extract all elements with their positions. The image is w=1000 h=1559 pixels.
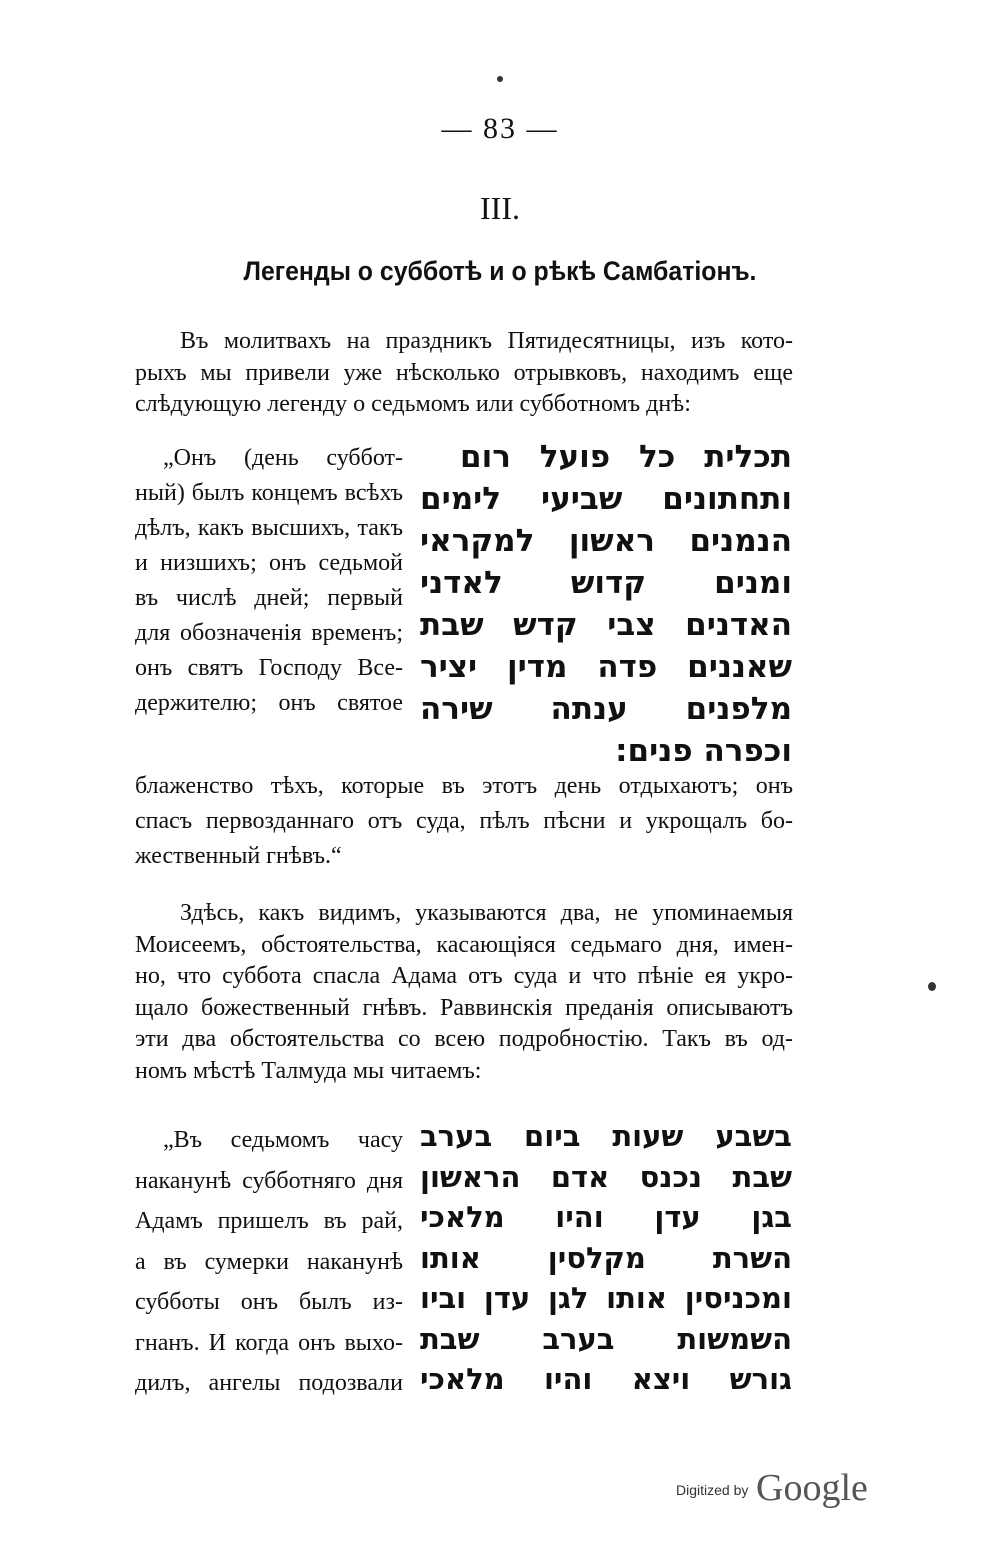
- text-line: держителю; онъ святое: [135, 690, 403, 716]
- google-logo: Google: [756, 1467, 868, 1509]
- quote2-russian-column: [135, 1120, 403, 1404]
- digitized-by-label: Digitized by: [676, 1482, 749, 1498]
- text-line: Моисеемъ, обстоятельства, касающіяся седьмаго дня, имен-: [135, 931, 793, 958]
- quote1-russian-column: [135, 441, 403, 721]
- text-line: „Онъ (день суббот-: [163, 445, 403, 471]
- hebrew-line: מלפנים ענתה שירה: [420, 691, 792, 727]
- second-paragraph: [135, 898, 793, 1087]
- text-line: щало божественный гнѣвъ. Раввинскія преданія описываютъ: [135, 994, 793, 1021]
- text-line: слѣдующую легенду о седьмомъ или субботномъ днѣ:: [135, 391, 691, 417]
- text-line: но, что суббота спасла Адама отъ суда и что пѣніе ея укро-: [135, 963, 793, 989]
- hebrew-line: תכלית כל פועל רום: [460, 439, 792, 475]
- text-line: номъ мѣстѣ Талмуда мы читаемъ:: [135, 1057, 482, 1084]
- text-line: эти два обстоятельства со всею подробностію. Такъ въ од-: [135, 1026, 793, 1052]
- text-line: ный) былъ концемъ всѣхъ: [135, 480, 403, 506]
- ink-blot: [928, 982, 936, 991]
- quote2-hebrew-column: [420, 1116, 792, 1400]
- text-line: гнанъ. И когда онъ выхо-: [135, 1329, 403, 1356]
- hebrew-line: גורש ויצא והיו מלאכי: [420, 1362, 792, 1396]
- quote1-hebrew-column: [420, 436, 792, 772]
- hebrew-line: ומכניסין אותו לגן עדן וביו: [420, 1281, 792, 1315]
- text-line: Адамъ пришелъ въ рай,: [135, 1208, 403, 1234]
- text-line: въ числѣ дней; первый: [135, 585, 403, 611]
- page-number: — 83 —: [441, 112, 559, 145]
- hebrew-line: שאננים פדה מדין יציר: [420, 649, 792, 685]
- ink-speck: [497, 76, 503, 82]
- text-line: жественный гнѣвъ.“: [135, 843, 342, 869]
- text-line: дилъ, ангелы подозвали: [135, 1370, 403, 1396]
- text-line: и низшихъ; онъ седьмой: [135, 550, 403, 576]
- hebrew-line: ומנים קדוש לאדני: [420, 565, 792, 601]
- text-line: рыхъ мы привели уже нѣсколько отрывковъ, находимъ еще: [135, 359, 793, 386]
- text-line: „Въ седьмомъ часу: [163, 1127, 403, 1153]
- quote1-continuation: [135, 769, 793, 874]
- hebrew-line: בשבע שעות ביום בערב: [420, 1119, 792, 1153]
- hebrew-line: השרת מקלסין אותו: [420, 1240, 792, 1275]
- hebrew-line: בגן עדן והיו מלאכי: [420, 1200, 792, 1234]
- text-line: Въ молитвахъ на праздникъ Пятидесятницы, изъ кото-: [180, 328, 793, 354]
- text-line: а въ сумерки наканунѣ: [135, 1248, 403, 1275]
- chapter-title: Легенды о субботѣ и о рѣкѣ Самбатіонъ.: [243, 256, 757, 286]
- text-line: дѣлъ, какъ высшихъ, такъ: [135, 515, 403, 541]
- section-number: III.: [480, 190, 520, 226]
- text-line: для обозначенія временъ;: [135, 620, 403, 646]
- hebrew-line: האדנים צבי קדש שבת: [420, 607, 792, 643]
- hebrew-line: ותחתונים שביעי לימים: [420, 481, 792, 517]
- hebrew-line: הנמנים ראשון למקראי: [420, 523, 792, 559]
- text-line: спасъ первозданнаго отъ суда, пѣлъ пѣсни и укрощалъ бо-: [135, 808, 793, 834]
- hebrew-line: שבת נכנס אדם הראשון: [420, 1159, 792, 1194]
- intro-paragraph: [135, 326, 793, 421]
- text-line: субботы онъ былъ из-: [135, 1289, 403, 1315]
- text-line: Здѣсь, какъ видимъ, указываются два, не упоминаемыя: [180, 900, 793, 926]
- hebrew-line: וכפרה פנים:: [615, 733, 792, 769]
- text-line: блаженство тѣхъ, которые въ этотъ день отдыхаютъ; онъ: [135, 773, 793, 799]
- hebrew-line: השמשות בערב שבת: [420, 1321, 792, 1356]
- text-line: онъ святъ Господу Все-: [135, 655, 403, 681]
- text-line: наканунѣ субботняго дня: [135, 1167, 403, 1194]
